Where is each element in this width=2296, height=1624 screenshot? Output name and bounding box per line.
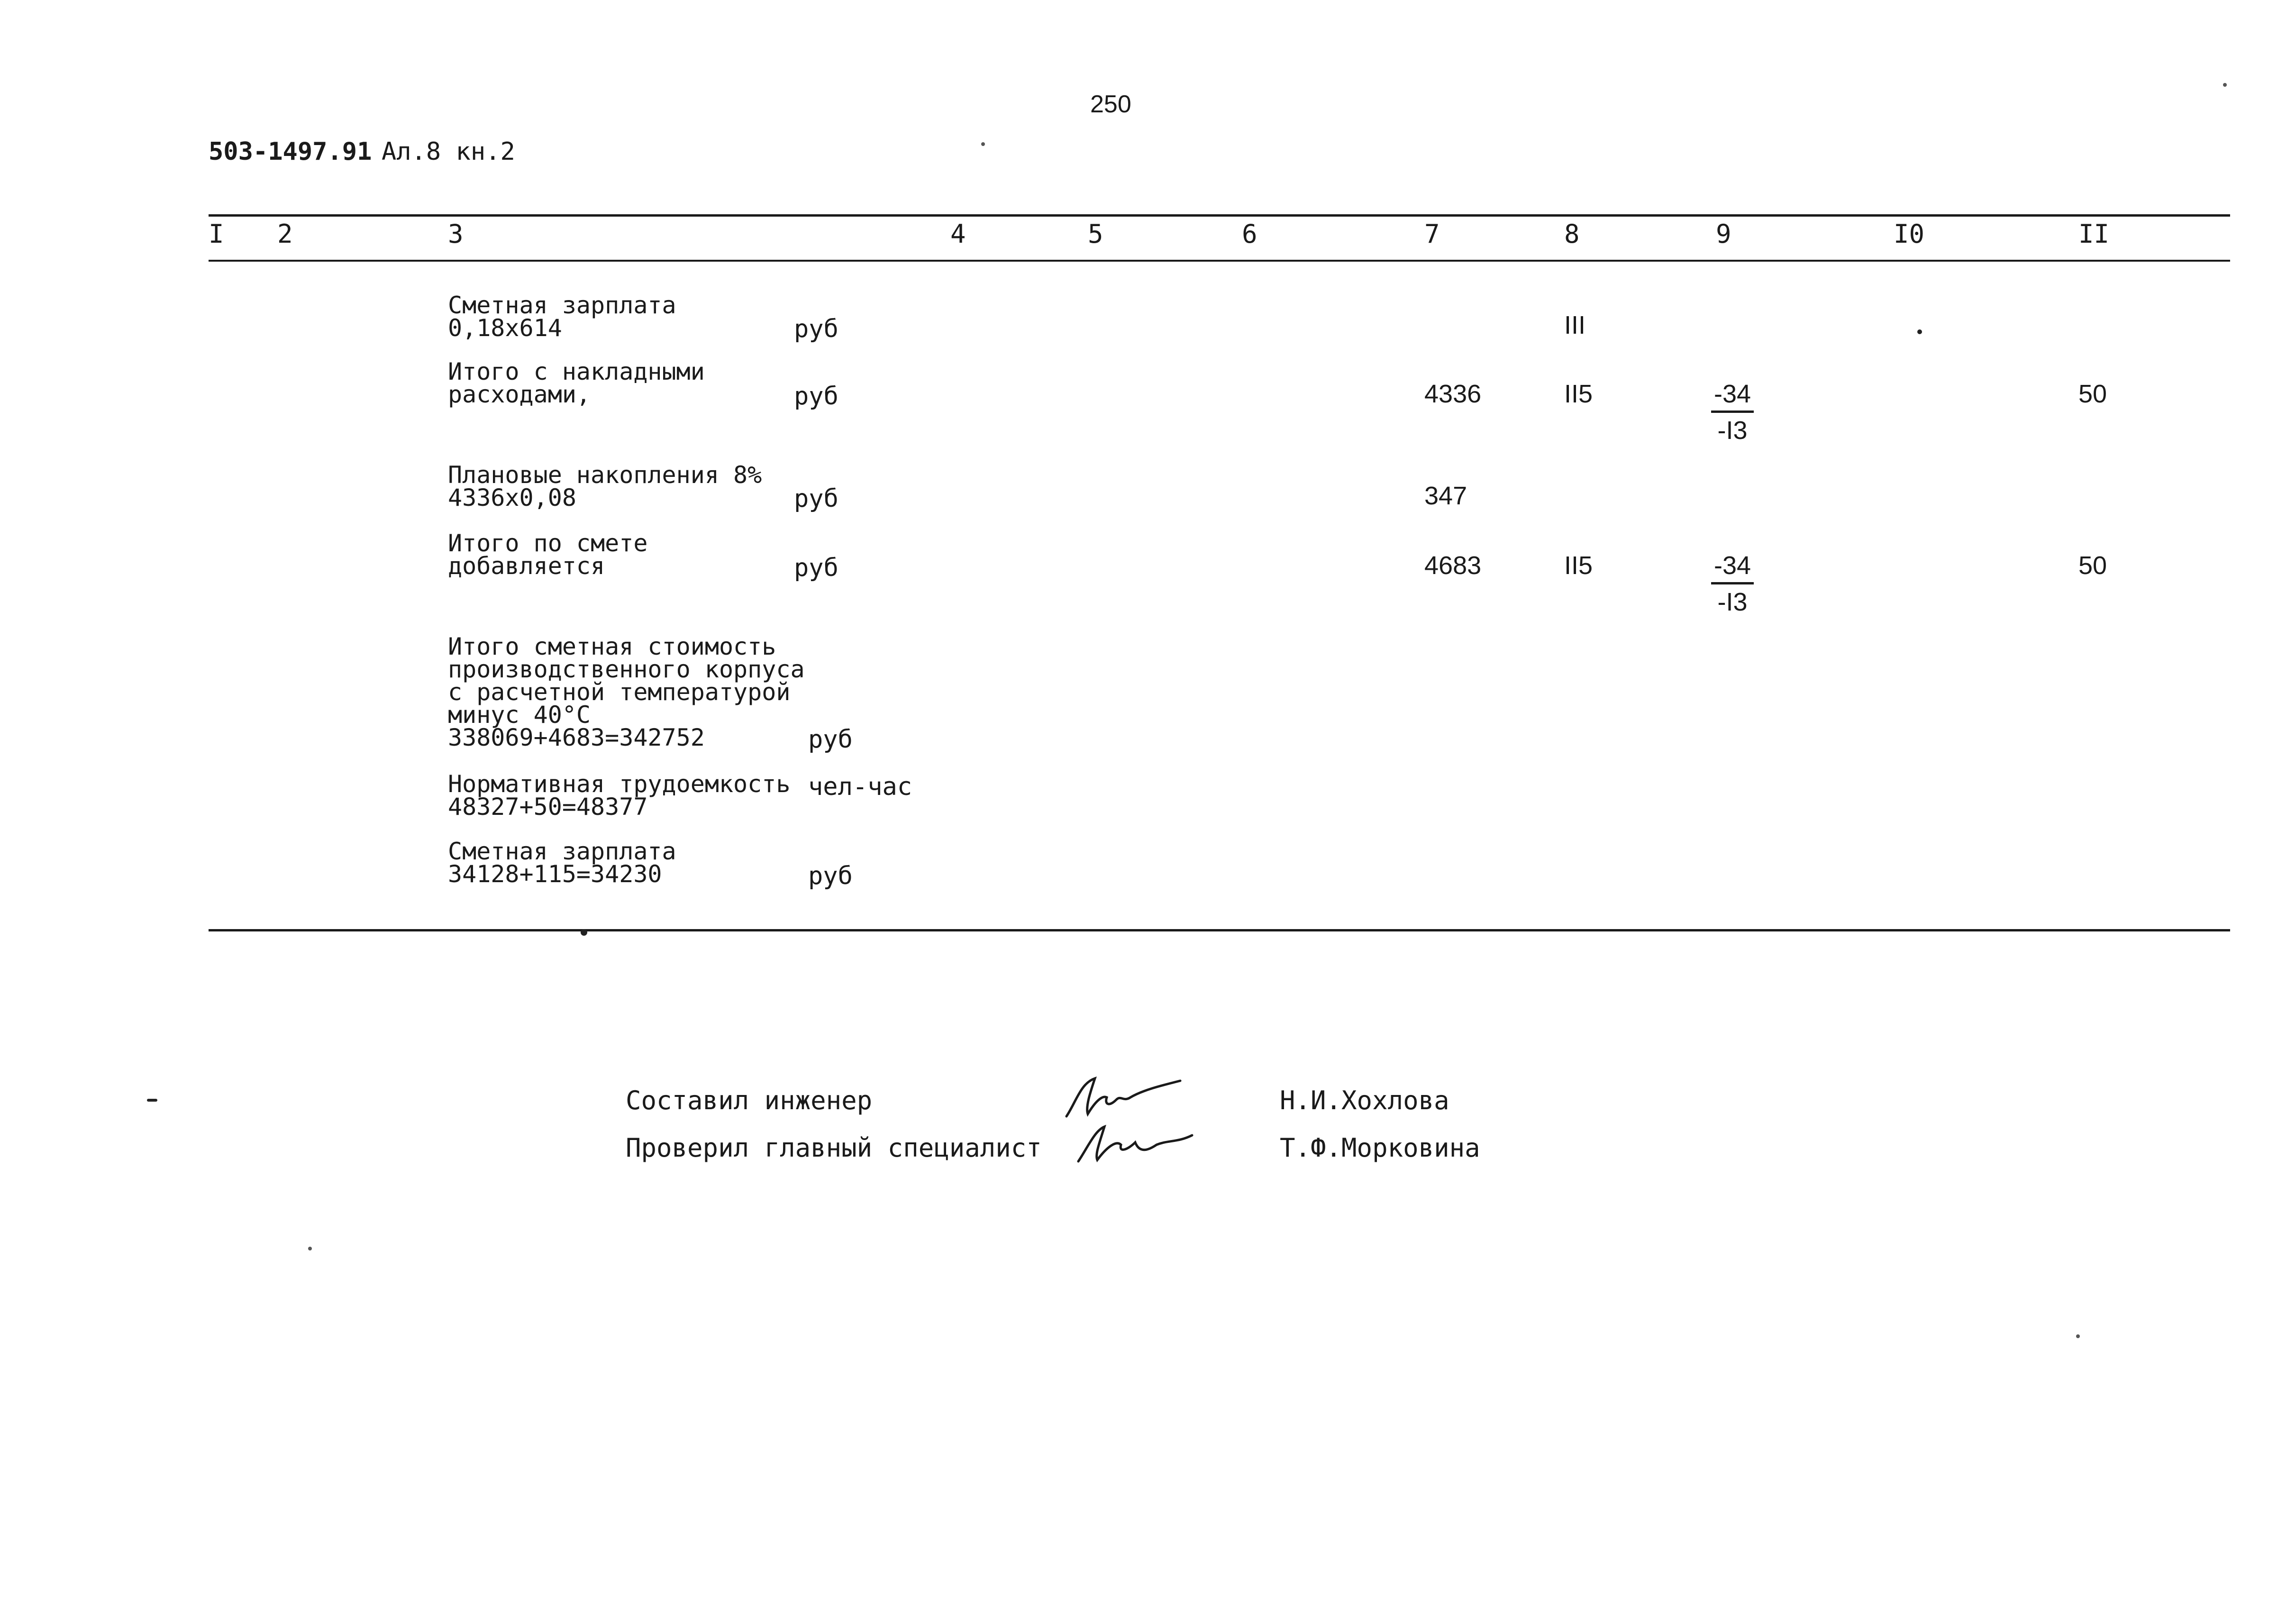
checker-name: Т.Ф.Морковина: [1280, 1133, 1480, 1163]
table-row-2-col8: II5: [1564, 380, 1593, 408]
table-row-5-description: Итого сметная стоимость производственного корпуса с расчетной температурой минус 40°С 338069+4683=342752: [448, 633, 805, 751]
table-row-2-description: Итого с накладными расходами,: [448, 358, 705, 408]
table-row-2-col7: 4336: [1424, 380, 1482, 408]
column-header-3: 3: [448, 219, 464, 249]
table-row-3-unit: руб: [794, 484, 838, 513]
table-row-2-col9-fraction: [1711, 379, 1754, 445]
compiler-name: Н.И.Хохлова: [1280, 1086, 1449, 1115]
column-header-6: 6: [1242, 219, 1257, 249]
compiler-signature: [1062, 1074, 1185, 1121]
table-row-1-description: Сметная зарплата 0,18х614: [448, 292, 676, 342]
scan-speck: [981, 142, 985, 146]
table-row-4-col7: 4683: [1424, 551, 1482, 580]
fraction-numerator: -34: [1711, 379, 1754, 413]
table-row-2-unit: руб: [794, 382, 838, 411]
page-number: 250: [1090, 91, 1131, 118]
table-row-3-col7: 347: [1424, 482, 1467, 510]
column-header-9: 9: [1716, 219, 1731, 249]
table-bottom-rule: [209, 929, 2230, 931]
table-row-4-unit: руб: [794, 554, 838, 582]
document-sheet: Ал.8 кн.2: [382, 137, 515, 166]
checked-by-label: Проверил главный специалист: [626, 1133, 1042, 1163]
column-header-5: 5: [1088, 219, 1103, 249]
document-code: 503-1497.91: [209, 137, 372, 166]
table-row-4-col11: 50: [2078, 551, 2107, 580]
column-header-2: 2: [277, 219, 293, 249]
scan-speck: [1917, 329, 1922, 334]
table-row-6-unit: чел-час: [808, 773, 912, 801]
scan-speck: [2223, 83, 2227, 87]
scan-speck: [581, 929, 587, 936]
table-row-5-unit: руб: [808, 725, 853, 754]
table-row-4-col9-fraction: [1711, 551, 1754, 617]
table-row-7-description: Сметная зарплата 34128+115=34230: [448, 838, 676, 888]
table-row-4-description: Итого по смете добавляется: [448, 529, 648, 580]
column-header-1: I: [209, 219, 224, 249]
scan-speck: [147, 1099, 157, 1102]
fraction-denominator: -I3: [1717, 416, 1748, 445]
fraction-numerator: -34: [1711, 551, 1754, 584]
table-header-rule: [209, 260, 2230, 262]
column-header-11: II: [2078, 219, 2110, 249]
fraction-denominator: -I3: [1717, 588, 1748, 616]
table-row-2-col11: 50: [2078, 380, 2107, 408]
table-row-1-unit: руб: [794, 315, 838, 343]
compiled-by-label: Составил инженер: [626, 1086, 873, 1115]
scan-speck: [2076, 1334, 2080, 1338]
table-row-7-unit: руб: [808, 862, 853, 890]
scan-speck: [308, 1247, 312, 1250]
column-header-10: I0: [1894, 219, 1925, 249]
column-header-8: 8: [1564, 219, 1580, 249]
table-row-4-col8: II5: [1564, 551, 1593, 580]
table-row-3-description: Плановые накопления 8% 4336х0,08: [448, 461, 762, 511]
table-row-6-description: Нормативная трудоемкость 48327+50=48377: [448, 770, 791, 821]
column-header-7: 7: [1424, 219, 1440, 249]
column-header-4: 4: [950, 219, 966, 249]
table-top-rule: [209, 214, 2230, 217]
checker-signature: [1074, 1121, 1197, 1168]
table-row-1-col8: III: [1564, 311, 1586, 339]
